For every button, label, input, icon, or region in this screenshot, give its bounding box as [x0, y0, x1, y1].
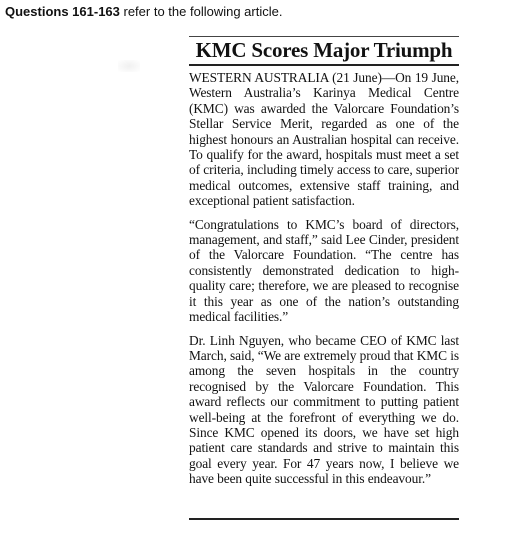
question-instruction: [5, 4, 282, 20]
article-headline: KMC Scores Major Triumph: [195, 38, 453, 62]
bottom-rule: [189, 518, 459, 520]
article: [189, 36, 459, 521]
scan-smudge: [118, 60, 140, 72]
question-range: Questions 161-163: [5, 4, 120, 19]
article-paragraph-1: WESTERN AUSTRALIA (21 June)—On 19 June, Western Australia’s Karinya Medical Centre (KMC) was awarded the Valorcare Foundation’s Stellar Service Merit, regarded as one of the highest honours an Australian hospital can receive. To qualify for the award, hospitals must meet a set of criteria, including timely access to care, superior medical outcomes, extensive staff training, and exceptional patient satisfaction.: [189, 70, 459, 209]
headline-rule: [189, 64, 459, 66]
article-paragraph-3: Dr. Linh Nguyen, who became CEO of KMC last March, said, “We are extremely proud that KMC is among the seven hospitals in the country recognised by the Valorcare Foundation. This award reflects our commitment to putting patient well-being at the forefront of everything we do. Since KMC opened its doors, we have set high patient care standards and strive to maintain this goal every year. For 47 years now, I believe we have been quite successful in this endeavour.”: [189, 332, 459, 487]
article-body: [189, 70, 459, 495]
article-paragraph-2: “Congratulations to KMC’s board of directors, management, and staff,” said Lee Cinder, president of the Valorcare Foundation. “The centre has consistently demonstrated dedication to high-quality care; therefore, we are pleased to recognise it this year as one of the nation’s outstanding medical facilities.”: [189, 216, 459, 325]
instruction-text: refer to the following article.: [119, 4, 283, 19]
top-rule: [189, 36, 459, 37]
